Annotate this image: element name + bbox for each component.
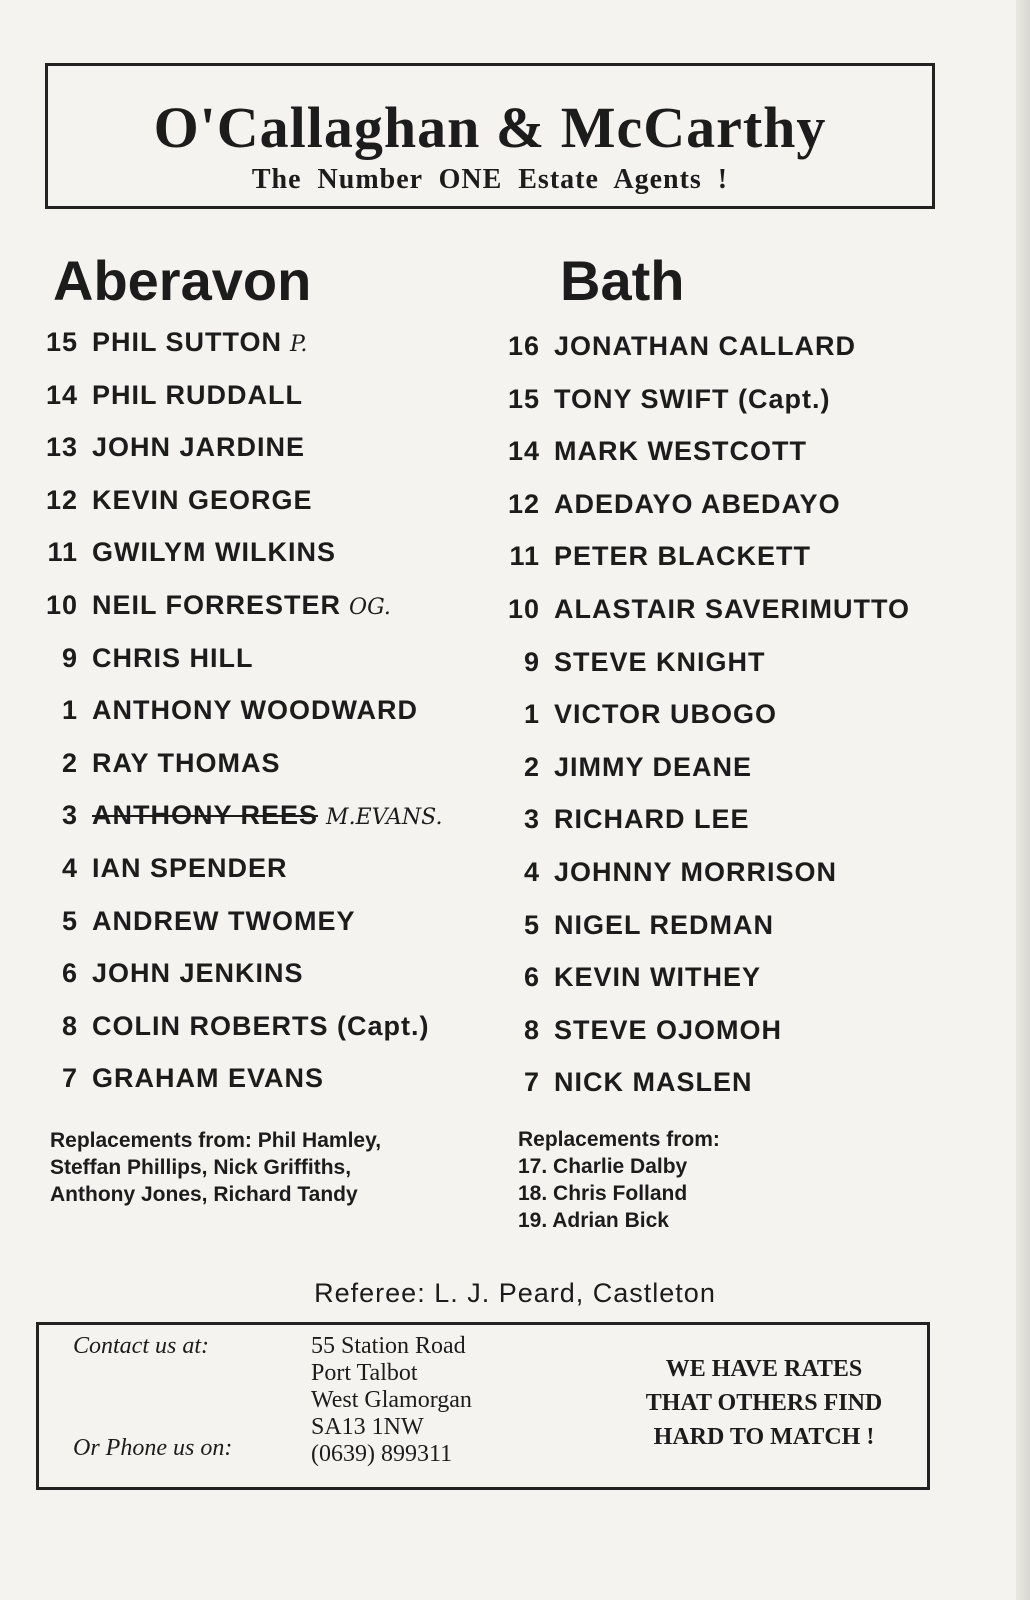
player-name: NIGEL REDMAN [554,909,775,940]
player-name: ANTHONY REES [92,800,319,831]
player-row [504,804,750,844]
player-row [42,380,303,420]
handwritten-annotation: OG. [349,595,391,620]
player-number: 1 [61,695,78,726]
player-name: RAY THOMAS [92,747,281,778]
player-name: PHIL RUDDALL [92,379,303,410]
player-number: 11 [509,541,540,572]
player-row [42,432,305,472]
contact-advert [36,1322,930,1490]
player-row [504,489,841,529]
address-line: West Glamorgan [311,1387,472,1413]
player-row [504,594,910,634]
player-number: 6 [523,962,540,993]
player-row [42,485,313,525]
slogan-line: THAT OTHERS FIND [645,1390,883,1416]
player-row [42,748,281,788]
slogan-line: WE HAVE RATES [665,1356,863,1382]
address-line: Port Talbot [311,1360,418,1386]
replacements-line: Replacements from: [518,1128,720,1151]
player-name: TONY SWIFT (Capt.) [554,383,831,414]
player-name: VICTOR UBOGO [554,699,778,730]
player-number: 5 [523,909,540,940]
player-name: STEVE KNIGHT [554,646,766,677]
player-number: 2 [523,751,540,782]
page-edge [1016,0,1030,1600]
phone-number: (0639) 899311 [311,1441,453,1467]
player-number: 10 [45,590,78,620]
slogan [614,1352,914,1454]
player-row [42,1063,324,1103]
referee-line: Referee: L. J. Peard, Castleton [314,1278,716,1308]
player-row [42,958,304,998]
player-row [42,590,391,630]
address-block [311,1333,472,1468]
replacements-line: 17. Charlie Dalby [518,1155,688,1178]
slogan-line: HARD TO MATCH ! [653,1424,875,1450]
player-row [42,853,288,893]
player-number: 7 [61,1063,78,1094]
agent-advert-banner [45,63,935,209]
player-number: 3 [61,800,78,831]
player-number: 5 [61,905,78,936]
player-name: ANDREW TWOMEY [92,905,356,936]
player-row [504,541,811,581]
player-number: 9 [523,646,540,677]
player-row [504,910,774,950]
player-name: CHRIS HILL [92,642,254,673]
player-row [504,699,777,739]
player-number: 4 [523,857,540,887]
player-name: NICK MASLEN [554,1067,753,1098]
player-name: JIMMY DEANE [554,751,753,782]
player-name: PETER BLACKETT [554,541,811,572]
player-name: RICHARD LEE [554,804,750,835]
player-name: GWILYM WILKINS [92,537,336,568]
player-name: COLIN ROBERTS (Capt.) [92,1010,430,1041]
player-row [504,1015,782,1055]
replacements-line: Anthony Jones, Richard Tandy [50,1183,358,1206]
away-replacements [518,1126,720,1234]
player-name: PHIL SUTTON [92,327,283,357]
contact-label: Contact us at: [73,1333,209,1359]
player-number: 11 [47,537,78,568]
player-name: ANTHONY WOODWARD [92,695,418,726]
player-row [42,643,254,683]
player-number: 2 [61,747,78,778]
player-row [42,695,418,735]
player-number: 10 [507,594,540,624]
player-name: KEVIN GEORGE [92,484,313,515]
reverse-page-show-through [90,215,98,249]
player-name: STEVE OJOMOH [554,1014,783,1045]
player-number: 9 [61,642,78,673]
home-team-heading: Aberavon [53,249,312,312]
player-number: 8 [61,1010,78,1041]
agent-name: O'Callaghan & McCarthy [153,95,827,160]
away-team-heading: Bath [560,249,685,312]
player-name: MARK WESTCOTT [554,436,807,467]
player-number: 16 [507,331,540,361]
player-number: 15 [507,383,540,414]
player-row [504,752,752,792]
player-name: JOHN JARDINE [92,432,306,463]
agent-tagline: The Number ONE Estate Agents ! [251,164,729,195]
handwritten-annotation: M.EVANS. [326,805,443,831]
player-row [504,857,837,897]
player-row [42,537,336,577]
player-row [504,962,761,1002]
player-name: KEVIN WITHEY [554,962,762,993]
player-name: JOHN JENKINS [92,958,304,989]
replacements-line: 19. Adrian Bick [518,1209,669,1232]
player-number: 8 [523,1014,540,1045]
player-number: 12 [507,488,540,519]
replacements-line: Steffan Phillips, Nick Griffiths, [50,1156,352,1179]
player-number: 1 [523,699,540,730]
player-row [42,906,355,946]
player-name: ALASTAIR SAVERIMUTTO [554,594,910,624]
player-number: 15 [45,327,78,357]
player-row [42,327,307,367]
phone-label: Or Phone us on: [73,1435,233,1461]
handwritten-annotation: P. [290,332,308,357]
player-number: 7 [523,1067,540,1098]
player-row [504,436,807,476]
player-row [42,800,442,840]
player-number: 4 [61,853,78,883]
player-row [504,384,831,424]
replacements-line: 18. Chris Folland [518,1182,688,1205]
player-number: 3 [523,804,540,835]
player-number: 13 [45,432,78,463]
player-name: IAN SPENDER [92,853,288,883]
player-name: NEIL FORRESTER [92,590,342,620]
player-row [42,1011,430,1051]
player-name: ADEDAYO ABEDAYO [554,488,841,519]
player-number: 12 [45,484,78,515]
player-name: JONATHAN CALLARD [554,331,856,361]
player-name: GRAHAM EVANS [92,1063,325,1094]
replacements-line: Replacements from: Phil Hamley, [50,1129,382,1152]
player-row [504,647,766,687]
player-number: 14 [45,379,78,410]
player-number: 6 [61,958,78,989]
address-line: 55 Station Road [311,1333,466,1359]
address-line: SA13 1NW [311,1414,424,1440]
player-row [504,1067,753,1107]
player-number: 14 [507,436,540,467]
player-row [504,331,856,371]
player-name: JOHNNY MORRISON [554,857,838,887]
home-replacements [50,1127,381,1208]
